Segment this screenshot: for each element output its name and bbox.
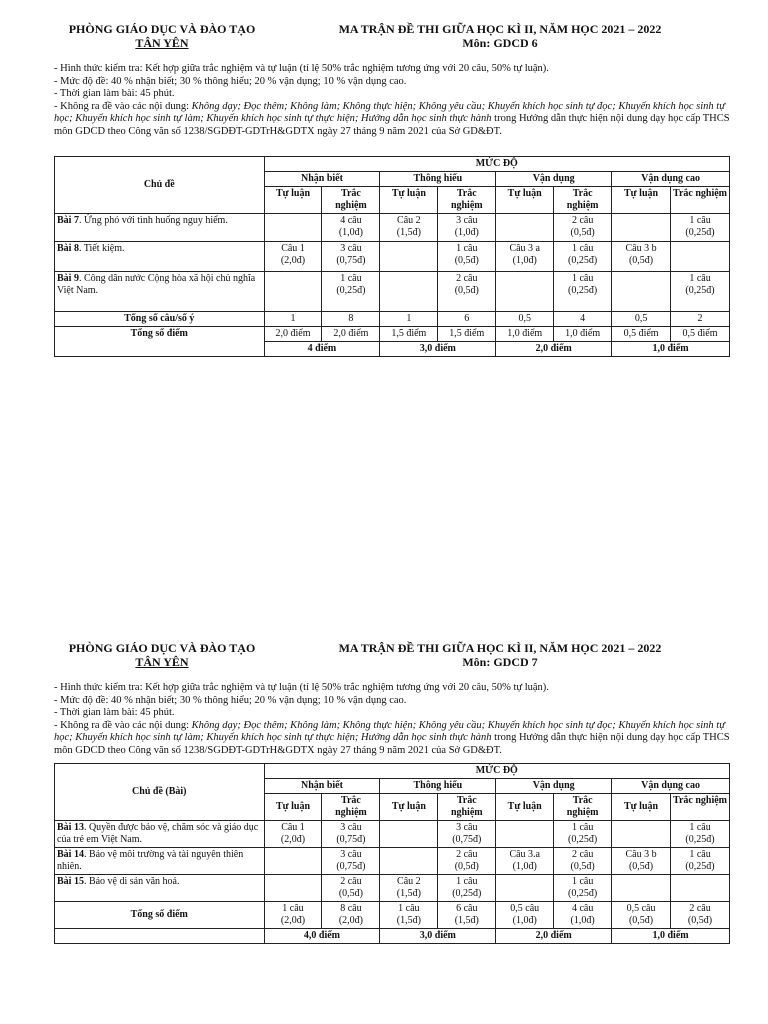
note-format: - Hình thức kiểm tra: Kết hợp giữa trắc nghiệm và tự luận (tỉ lệ 50% trắc nghiệm tương ứng với 20 câu, 50% tự luận). <box>54 63 549 74</box>
department-header <box>62 22 262 50</box>
cell: 1,5 điểm <box>438 327 496 342</box>
topic-cell: Bài 13. Quyền được bảo vệ, chăm sóc và giáo dục của trẻ em Việt Nam. <box>55 821 265 848</box>
subheader-essay: Tự luận <box>264 794 322 821</box>
level-total: 1,0 điểm <box>612 929 730 944</box>
table-row <box>55 272 730 312</box>
level-header: MỨC ĐỘ <box>264 157 729 172</box>
cell: 6 câu (1,5đ) <box>438 902 496 929</box>
level-total: 3,0 điểm <box>380 929 496 944</box>
subheader-multiple-choice: Trắc nghiệm <box>322 187 380 214</box>
cell: 1 câu (0,25đ) <box>438 875 496 902</box>
cell: Câu 1 (2,0đ) <box>264 242 322 272</box>
cell <box>496 272 554 312</box>
matrix-table <box>54 763 730 944</box>
cell <box>612 821 671 848</box>
table-row <box>55 821 730 848</box>
total-points-row <box>55 902 730 929</box>
document-title: MA TRẬN ĐỀ THI GIỮA HỌC KÌ II, NĂM HỌC 2021 – 2022 <box>338 22 662 36</box>
cell <box>380 848 438 875</box>
subheader-multiple-choice: Trắc nghiệm <box>671 794 730 821</box>
cell: 0,5 câu (1,0đ) <box>496 902 554 929</box>
cell: Câu 3 a (1,0đ) <box>496 242 554 272</box>
cell: 1 câu (0,25đ) <box>554 242 612 272</box>
document-title-block <box>300 22 700 50</box>
subheader-multiple-choice: Trắc nghiệm <box>671 187 730 214</box>
cell: 4 câu (1,0đ) <box>554 902 612 929</box>
note-excluded-content: - Không ra đề vào các nội dung: Không dạy; Đọc thêm; Không làm; Không thực hiện; Không yêu cầu; Khuyến khích học sinh tự đọc; Khuyến khích học sinh tự học; Khuyến khích học sinh tự làm; Khuyến khích học sinh tự thực hiện; Hướng dẫn học sinh thực hành trong Hướng dẫn thực hiện nội dung dạy học cấp THCS môn GDCD theo Công văn số 1238/SGDĐT-GDTrH&GDTX ngày 27 tháng 9 năm 2021 của Sở GD&ĐT. <box>54 719 730 756</box>
cell: 1 câu (0,25đ) <box>554 272 612 312</box>
cell <box>264 272 322 312</box>
cell: 1 <box>264 312 322 327</box>
subheader-multiple-choice: Trắc nghiệm <box>554 794 612 821</box>
level-totals-row <box>55 929 730 944</box>
topic-column-header: Chủ đề (Bài) <box>55 764 265 821</box>
subject-line: Môn: GDCD 7 <box>462 655 538 669</box>
cell <box>496 875 554 902</box>
table-row <box>55 214 730 242</box>
topic-column-header: Chủ đề <box>55 157 265 214</box>
level-total: 1,0 điểm <box>612 342 730 357</box>
subheader-multiple-choice: Trắc nghiệm <box>554 187 612 214</box>
cell: 8 <box>322 312 380 327</box>
total-points-row <box>55 327 730 342</box>
subheader-essay: Tự luận <box>380 794 438 821</box>
cell: Câu 3 b (0,5đ) <box>612 848 671 875</box>
empty-cell <box>55 929 265 944</box>
cell: Câu 1 (2,0đ) <box>264 821 322 848</box>
cell: 1 câu (0,25đ) <box>671 848 730 875</box>
cell: 3 câu (0,75đ) <box>322 821 380 848</box>
level-recognition: Nhận biết <box>264 172 380 187</box>
cell: 2,0 điểm <box>264 327 322 342</box>
level-advanced-application: Vận dụng cao <box>612 779 730 794</box>
cell: 2 <box>671 312 730 327</box>
total-questions-label: Tổng số câu/số ý <box>55 312 265 327</box>
cell: 1 <box>380 312 438 327</box>
note-duration: - Thời gian làm bài: 45 phút. <box>54 88 175 99</box>
cell <box>496 214 554 242</box>
cell: 0,5 điểm <box>612 327 671 342</box>
department-name: PHÒNG GIÁO DỤC VÀ ĐÀO TẠO <box>68 641 256 655</box>
note-format: - Hình thức kiểm tra: Kết hợp giữa trắc nghiệm và tự luận (tỉ lệ 50% trắc nghiệm tương ứng với 20 câu, 50% tự luận). <box>54 682 549 693</box>
table-row <box>55 848 730 875</box>
table-row <box>55 875 730 902</box>
level-total: 4 điểm <box>264 342 380 357</box>
cell: 2,0 điểm <box>322 327 380 342</box>
cell: 1 câu (0,25đ) <box>322 272 380 312</box>
cell <box>380 272 438 312</box>
level-total: 3,0 điểm <box>380 342 496 357</box>
district-name: TÂN YÊN <box>135 655 189 669</box>
cell: 0,5 câu (0,5đ) <box>612 902 671 929</box>
cell <box>380 242 438 272</box>
department-header <box>62 641 262 669</box>
subheader-essay: Tự luận <box>380 187 438 214</box>
topic-cell: Bài 15. Bảo vệ di sản văn hoá. <box>55 875 265 902</box>
note-duration: - Thời gian làm bài: 45 phút. <box>54 707 175 718</box>
cell: 1 câu (0,25đ) <box>554 875 612 902</box>
cell: Câu 2 (1,5đ) <box>380 214 438 242</box>
subheader-multiple-choice: Trắc nghiệm <box>438 794 496 821</box>
level-total: 4,0 điểm <box>264 929 380 944</box>
cell: Câu 2 (1,5đ) <box>380 875 438 902</box>
topic-cell: Bài 7. Ứng phó với tình huống nguy hiểm. <box>55 214 265 242</box>
cell <box>671 242 730 272</box>
cell: 1 câu (2,0đ) <box>264 902 322 929</box>
cell: 0,5 <box>612 312 671 327</box>
level-total: 2,0 điểm <box>496 342 612 357</box>
cell: 1 câu (0,25đ) <box>671 214 730 242</box>
cell: 1,0 điểm <box>496 327 554 342</box>
cell: 2 câu (0,5đ) <box>554 848 612 875</box>
subheader-essay: Tự luận <box>612 794 671 821</box>
cell: 3 câu (1,0đ) <box>438 214 496 242</box>
cell: 1,5 điểm <box>380 327 438 342</box>
exam-notes <box>54 682 730 757</box>
cell: 1 câu (0,25đ) <box>671 821 730 848</box>
cell <box>612 214 671 242</box>
cell <box>671 875 730 902</box>
cell: 1 câu (0,5đ) <box>438 242 496 272</box>
cell: 6 <box>438 312 496 327</box>
subject-line: Môn: GDCD 6 <box>462 36 538 50</box>
cell <box>264 875 322 902</box>
cell: 0,5 điểm <box>671 327 730 342</box>
level-recognition: Nhận biết <box>264 779 380 794</box>
cell: 3 câu (0,75đ) <box>322 848 380 875</box>
cell: 1,0 điểm <box>554 327 612 342</box>
cell: 0,5 <box>496 312 554 327</box>
level-advanced-application: Vận dụng cao <box>612 172 730 187</box>
topic-cell: Bài 8. Tiết kiệm. <box>55 242 265 272</box>
level-total: 2,0 điểm <box>496 929 612 944</box>
cell: 2 câu (0,5đ) <box>438 848 496 875</box>
cell: 2 câu (0,5đ) <box>671 902 730 929</box>
note-difficulty: - Mức độ đề: 40 % nhận biết; 30 % thông hiểu; 20 % vận dụng; 10 % vận dụng cao. <box>54 694 407 706</box>
note-excluded-content: - Không ra đề vào các nội dung: Không dạy; Đọc thêm; Không làm; Không thực hiện; Không yêu cầu; Khuyến khích học sinh tự đọc; Khuyến khích học sinh tự học; Khuyến khích học sinh tự làm; Khuyến khích học sinh tự thực hiện; Hướng dẫn học sinh thực hành trong Hướng dẫn thực hiện nội dung dạy học cấp THCS môn GDCD theo Công văn số 1238/SGDĐT-GDTrH&GDTX ngày 27 tháng 9 năm 2021 của Sở GD&ĐT. <box>54 100 730 137</box>
cell: 1 câu (0,25đ) <box>671 272 730 312</box>
department-name: PHÒNG GIÁO DỤC VÀ ĐÀO TẠO <box>68 22 256 36</box>
total-points-label: Tổng số điểm <box>55 327 265 357</box>
cell: 4 câu (1,0đ) <box>322 214 380 242</box>
document-title: MA TRẬN ĐỀ THI GIỮA HỌC KÌ II, NĂM HỌC 2021 – 2022 <box>338 641 662 655</box>
cell <box>612 272 671 312</box>
level-application: Vận dụng <box>496 172 612 187</box>
note-difficulty: - Mức độ đề: 40 % nhận biết; 30 % thông hiểu; 20 % vận dụng; 10 % vận dụng cao. <box>54 75 407 87</box>
document-title-block <box>300 641 700 669</box>
level-header: MỨC ĐỘ <box>264 764 729 779</box>
level-understanding: Thông hiểu <box>380 779 496 794</box>
cell <box>496 821 554 848</box>
cell <box>264 848 322 875</box>
cell: 3 câu (0,75đ) <box>322 242 380 272</box>
cell: 1 câu (0,25đ) <box>554 821 612 848</box>
cell: Câu 3.a (1,0đ) <box>496 848 554 875</box>
subheader-multiple-choice: Trắc nghiệm <box>322 794 380 821</box>
cell: 2 câu (0,5đ) <box>554 214 612 242</box>
total-points-label: Tổng số điểm <box>55 902 265 929</box>
cell <box>612 875 671 902</box>
exam-notes <box>54 63 730 138</box>
matrix-table <box>54 156 730 357</box>
topic-cell: Bài 14. Bảo vệ môi trường và tài nguyên thiên nhiên. <box>55 848 265 875</box>
cell <box>380 821 438 848</box>
subheader-essay: Tự luận <box>612 187 671 214</box>
cell: 4 <box>554 312 612 327</box>
cell: Câu 3 b (0,5đ) <box>612 242 671 272</box>
subheader-essay: Tự luận <box>264 187 322 214</box>
subheader-multiple-choice: Trắc nghiệm <box>438 187 496 214</box>
subheader-essay: Tự luận <box>496 794 554 821</box>
cell: 3 câu (0,75đ) <box>438 821 496 848</box>
cell <box>264 214 322 242</box>
topic-cell: Bài 9. Công dân nước Cộng hòa xã hội chủ nghĩa Việt Nam. <box>55 272 265 312</box>
total-questions-row <box>55 312 730 327</box>
cell: 8 câu (2,0đ) <box>322 902 380 929</box>
cell: 1 câu (1,5đ) <box>380 902 438 929</box>
level-application: Vận dụng <box>496 779 612 794</box>
level-understanding: Thông hiểu <box>380 172 496 187</box>
district-name: TÂN YÊN <box>135 36 189 50</box>
subheader-essay: Tự luận <box>496 187 554 214</box>
cell: 2 câu (0,5đ) <box>322 875 380 902</box>
table-row <box>55 242 730 272</box>
cell: 2 câu (0,5đ) <box>438 272 496 312</box>
